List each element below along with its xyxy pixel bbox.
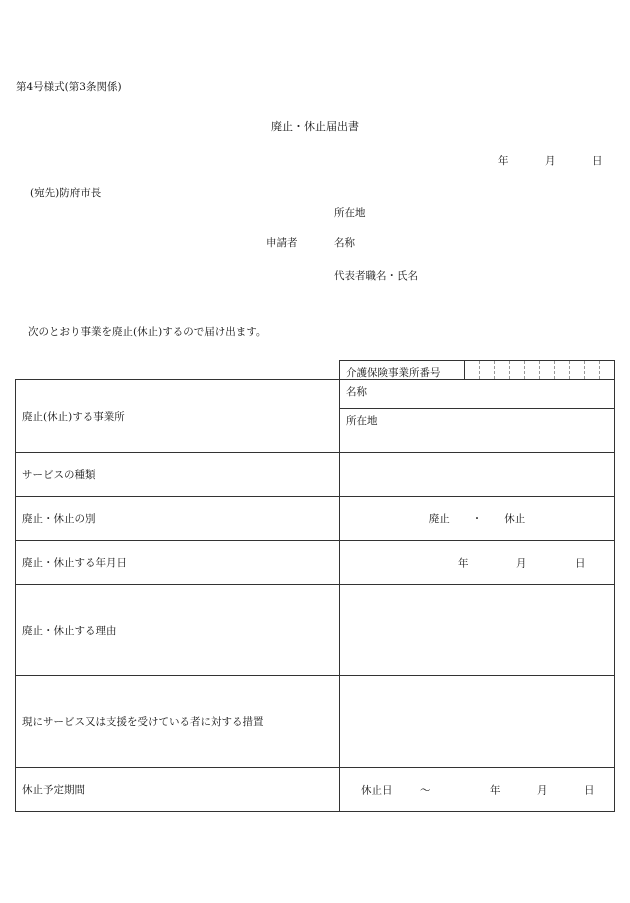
applicant-label: 申請者 xyxy=(266,237,298,249)
period-year: 年 xyxy=(490,784,501,796)
period-field[interactable] xyxy=(340,768,614,811)
document-title: 廃止・休止届出書 xyxy=(271,120,359,133)
abolish-month: 月 xyxy=(516,557,527,569)
office-name-field[interactable] xyxy=(340,380,614,409)
period-month: 月 xyxy=(537,784,548,796)
service-type-field[interactable] xyxy=(340,453,614,496)
table-row xyxy=(16,496,614,540)
period-start-label: 休止日 xyxy=(361,784,393,796)
table-row xyxy=(16,380,614,452)
office-number-label: 介護保険事業所番号 xyxy=(346,367,441,379)
applicant-representative-label: 代表者職名・氏名 xyxy=(334,270,418,282)
date-year: 年 xyxy=(498,155,509,167)
office-address-field[interactable] xyxy=(340,409,614,452)
notification-table xyxy=(15,379,615,812)
period-label: 休止予定期間 xyxy=(16,768,340,811)
applicant-address-label: 所在地 xyxy=(334,207,366,219)
date-label: 廃止・休止する年月日 xyxy=(16,541,340,584)
office-number-digit-3[interactable] xyxy=(494,361,509,379)
reason-field[interactable] xyxy=(340,585,614,675)
office-number-digit-9[interactable] xyxy=(584,361,599,379)
reason-label: 廃止・休止する理由 xyxy=(16,585,340,675)
office-number-digit-6[interactable] xyxy=(539,361,554,379)
option-separator: ・ xyxy=(471,513,483,525)
office-number-digit-5[interactable] xyxy=(524,361,539,379)
office-number-digits[interactable] xyxy=(465,361,614,379)
lead-text: 次のとおり事業を廃止(休止)するので届け出ます。 xyxy=(28,326,267,338)
office-row-label: 廃止(休止)する事業所 xyxy=(16,380,340,452)
applicant-name-label: 名称 xyxy=(334,237,355,249)
date-field[interactable] xyxy=(340,541,614,584)
period-day: 日 xyxy=(584,784,595,796)
type-label: 廃止・休止の別 xyxy=(16,497,340,540)
form-number: 第4号様式(第3条関係) xyxy=(16,81,122,93)
addressee: (宛先)防府市長 xyxy=(30,187,102,199)
office-number-digit-7[interactable] xyxy=(554,361,569,379)
date-month: 月 xyxy=(545,155,556,167)
service-type-label: サービスの種類 xyxy=(16,453,340,496)
office-number-digit-4[interactable] xyxy=(509,361,524,379)
measures-label: 現にサービス又は支援を受けている者に対する措置 xyxy=(16,676,340,767)
office-name-label: 名称 xyxy=(346,386,367,398)
measures-field[interactable] xyxy=(340,676,614,767)
option-abolish[interactable]: 廃止 xyxy=(428,513,450,525)
table-row xyxy=(16,675,614,767)
option-suspend[interactable]: 休止 xyxy=(504,513,526,525)
office-number-digit-2[interactable] xyxy=(479,361,494,379)
abolish-year: 年 xyxy=(458,557,469,569)
table-row xyxy=(16,767,614,811)
office-number-digit-8[interactable] xyxy=(569,361,584,379)
abolish-day: 日 xyxy=(575,557,586,569)
office-number-box xyxy=(339,360,615,380)
office-address-label: 所在地 xyxy=(346,415,378,427)
type-field[interactable] xyxy=(340,497,614,540)
office-cell[interactable] xyxy=(340,380,614,452)
table-row xyxy=(16,452,614,496)
table-row xyxy=(16,540,614,584)
date-day: 日 xyxy=(592,155,603,167)
office-number-digit-10[interactable] xyxy=(599,361,614,379)
office-number-digit-1[interactable] xyxy=(465,361,479,379)
table-row xyxy=(16,584,614,675)
period-tilde: ～ xyxy=(420,784,431,796)
